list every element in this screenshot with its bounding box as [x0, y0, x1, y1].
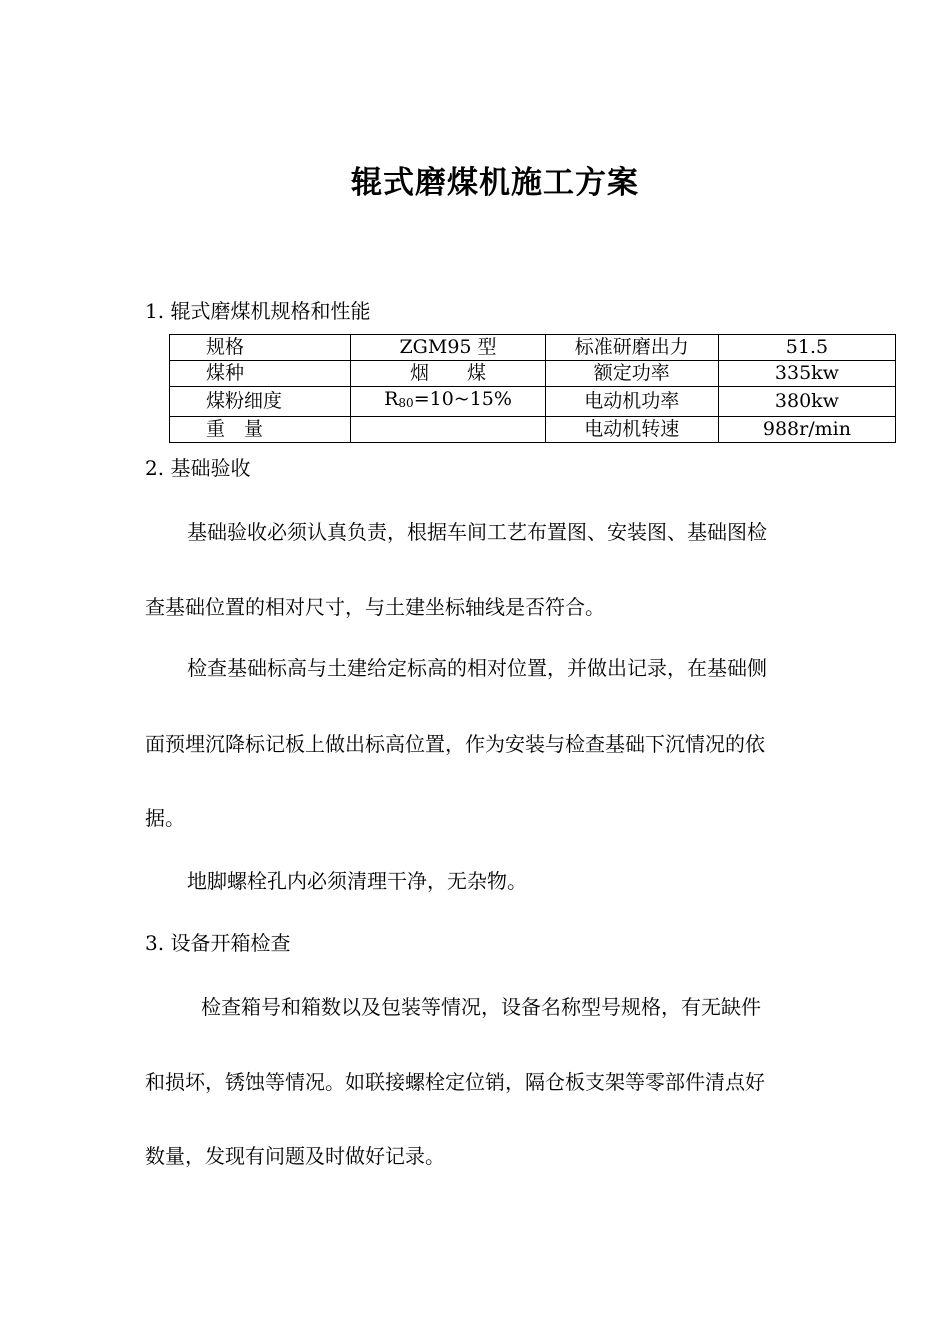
table-cell: 额定功率: [545, 361, 718, 387]
table-row: [170, 417, 896, 443]
table-cell: ZGM95 型: [351, 335, 545, 361]
table-cell: 标准研磨出力: [545, 335, 718, 361]
table-cell: 51.5: [718, 335, 895, 361]
paragraph-line: 地脚螺栓孔内必须清理干净，无杂物。: [187, 869, 527, 893]
paragraph-line: 基础验收必须认真负责，根据车间工艺布置图、安装图、基础图检: [187, 520, 767, 544]
section-3-heading: 3. 设备开箱检查: [145, 931, 291, 955]
table-cell: [351, 417, 545, 443]
table-cell: 烟 煤: [351, 361, 545, 387]
table-cell: 335kw: [718, 361, 895, 387]
spec-table: [169, 334, 896, 443]
section-1-heading: 1. 辊式磨煤机规格和性能: [145, 299, 371, 323]
table-cell: 煤粉细度: [170, 387, 351, 417]
table-cell: 380kw: [718, 387, 895, 417]
fineness-subscript: 80: [398, 396, 414, 410]
paragraph-line: 检查箱号和箱数以及包装等情况，设备名称型号规格，有无缺件: [201, 995, 761, 1019]
table-row: [170, 387, 896, 417]
table-row: [170, 361, 896, 387]
table-cell-fineness: [351, 387, 545, 417]
paragraph-line: 检查基础标高与土建给定标高的相对位置，并做出记录，在基础侧: [187, 656, 767, 680]
table-cell: 重 量: [170, 417, 351, 443]
table-cell: 988r/min: [718, 417, 895, 443]
fineness-symbol: R: [384, 388, 399, 410]
table-cell: 规格: [170, 335, 351, 361]
section-2-heading: 2. 基础验收: [145, 456, 251, 480]
paragraph-line: 数量，发现有问题及时做好记录。: [145, 1144, 445, 1168]
fineness-range: =10~15%: [413, 388, 512, 410]
table-row: [170, 335, 896, 361]
paragraph-line: 查基础位置的相对尺寸，与土建坐标轴线是否符合。: [145, 595, 605, 619]
document-title: 辊式磨煤机施工方案: [351, 165, 639, 201]
paragraph-line: 据。: [145, 806, 185, 830]
table-cell: 电动机功率: [545, 387, 718, 417]
paragraph-line: 和损坏，锈蚀等情况。如联接螺栓定位销，隔仓板支架等零部件清点好: [145, 1070, 765, 1094]
table-cell: 电动机转速: [545, 417, 718, 443]
paragraph-line: 面预埋沉降标记板上做出标高位置，作为安装与检查基础下沉情况的依: [145, 732, 765, 756]
table-cell: 煤种: [170, 361, 351, 387]
